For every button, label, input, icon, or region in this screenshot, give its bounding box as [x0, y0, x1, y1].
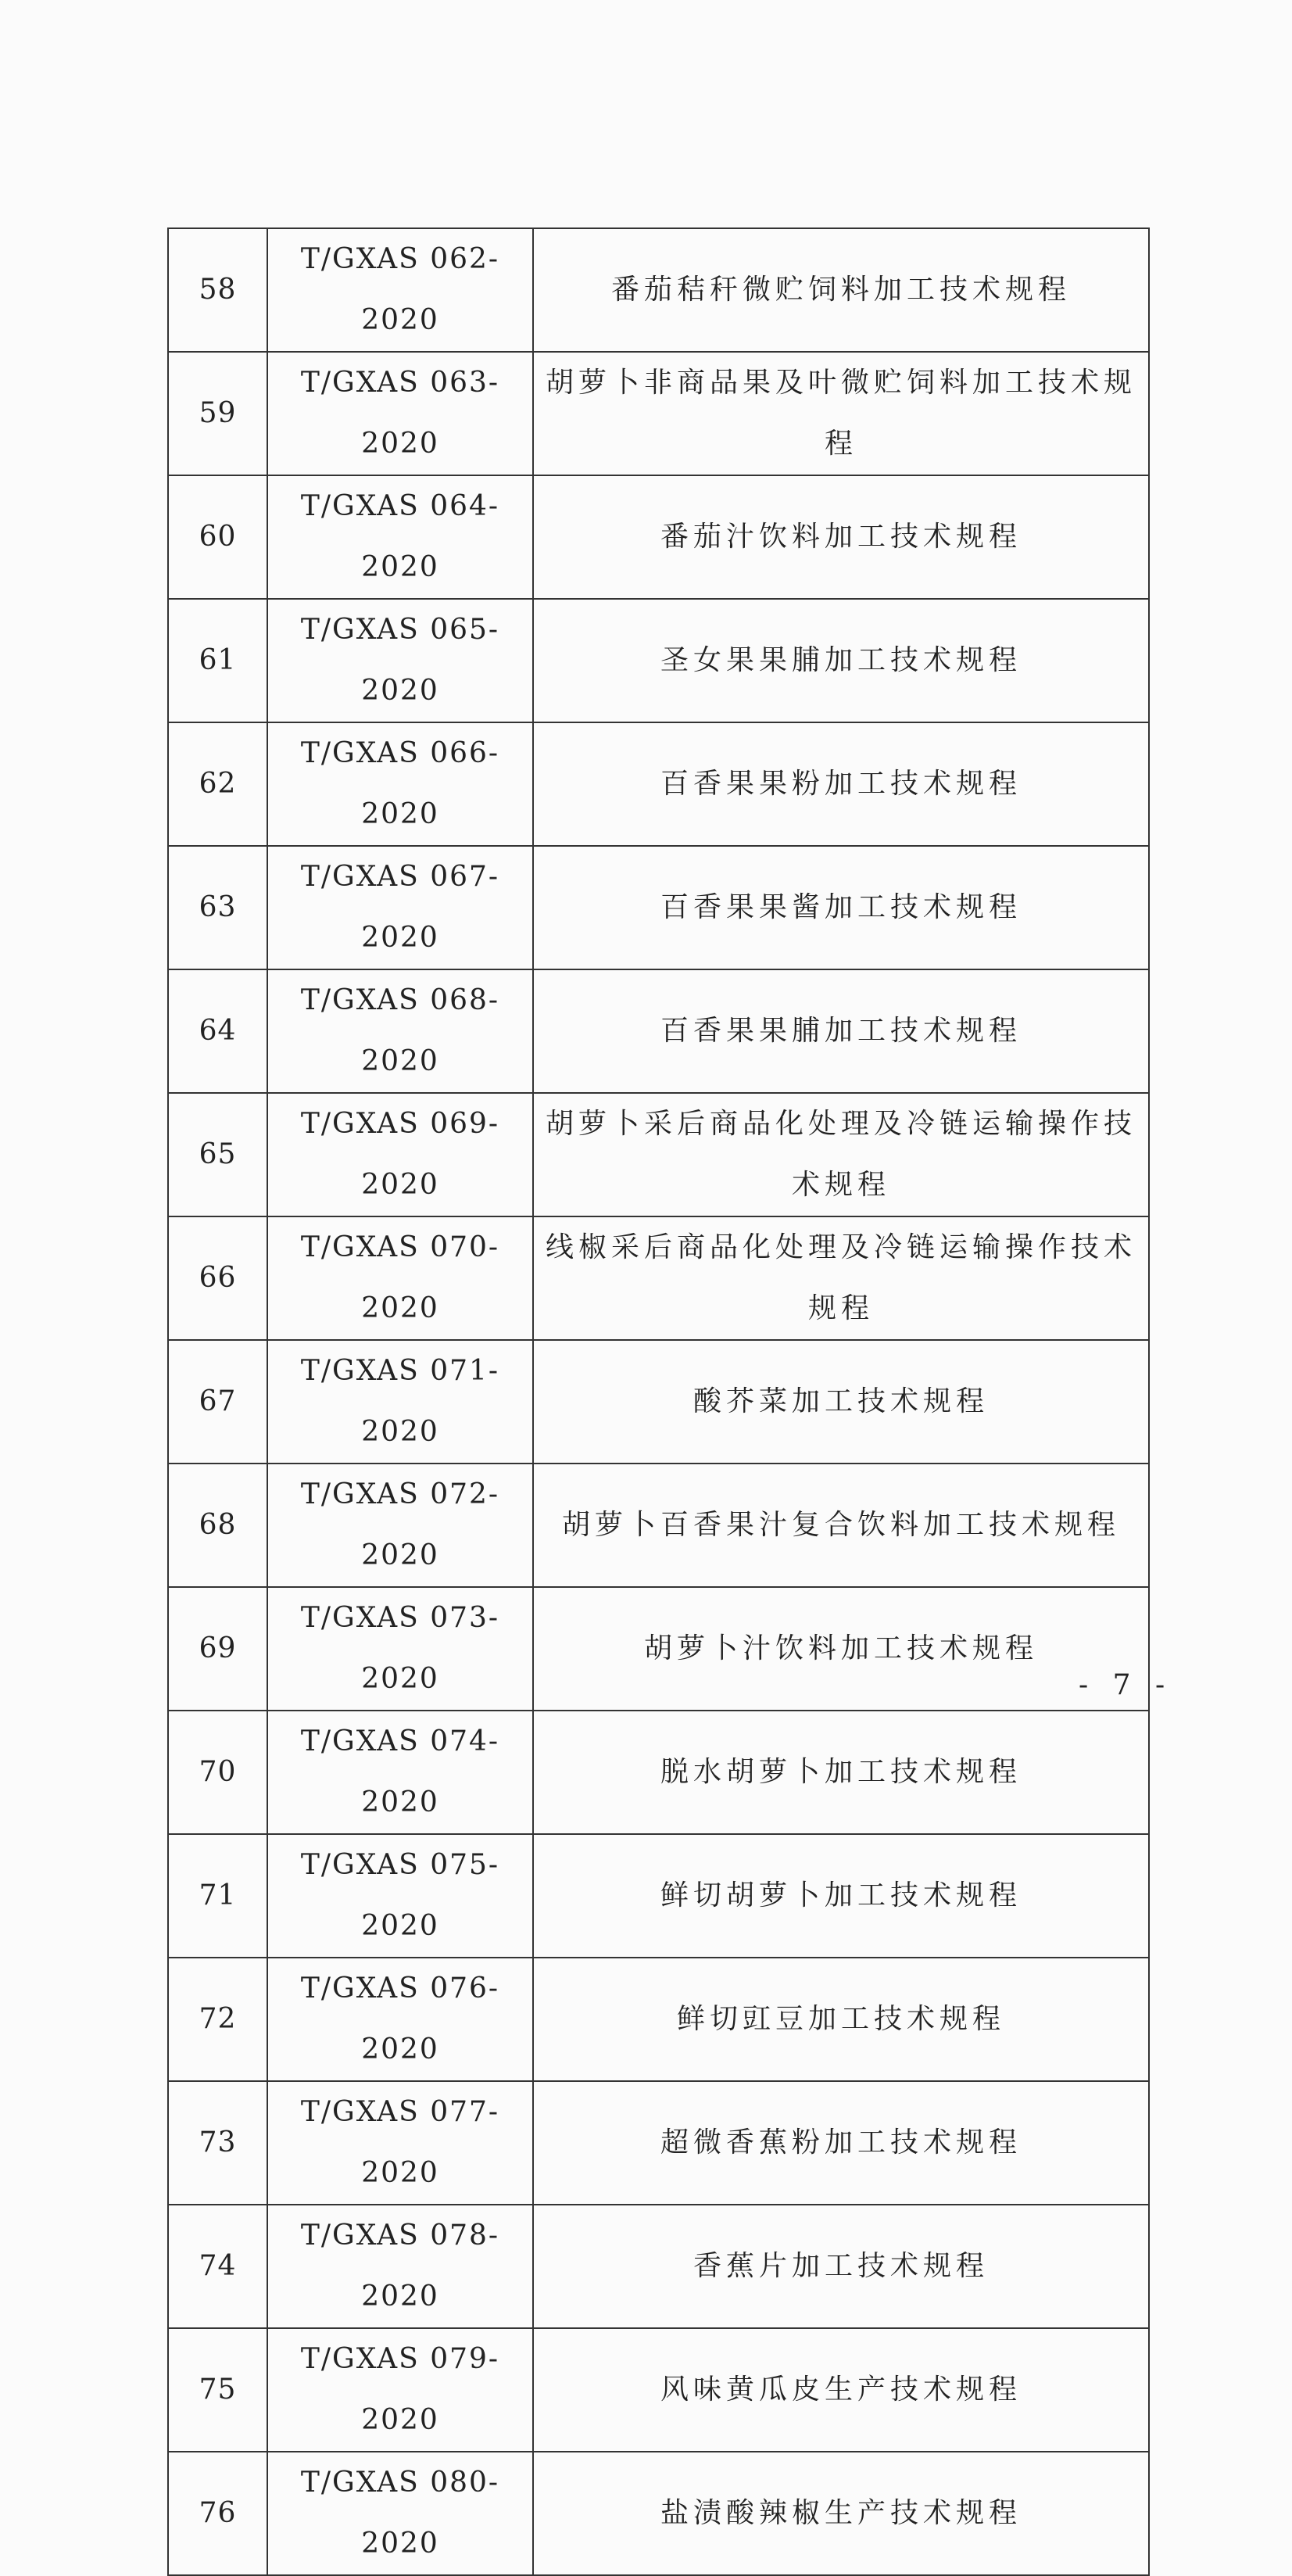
standard-title-text: 百香果果粉加工技术规程 [660, 768, 1022, 800]
row-number-cell: 61 [168, 599, 267, 722]
standard-title-text: 胡萝卜采后商品化处理及冷链运输操作技术规程 [545, 1108, 1136, 1201]
standard-title-cell [533, 228, 1149, 352]
standard-title-cell [533, 2328, 1149, 2452]
row-number-cell: 74 [168, 2205, 267, 2328]
table-row [168, 1340, 1149, 1464]
standard-title-cell [533, 1711, 1149, 1834]
standard-title-cell [533, 2081, 1149, 2205]
standard-title-text: 圣女果果脯加工技术规程 [660, 644, 1022, 676]
standard-code-cell: T/GXAS 064-2020 [267, 475, 533, 599]
standard-title-text: 胡萝卜百香果汁复合饮料加工技术规程 [561, 1509, 1120, 1541]
standard-code-cell: T/GXAS 066-2020 [267, 722, 533, 846]
table-row [168, 1216, 1149, 1340]
standard-title-cell [533, 599, 1149, 722]
row-number-cell: 76 [168, 2452, 267, 2575]
row-number-cell: 64 [168, 969, 267, 1093]
standard-code-cell: T/GXAS 068-2020 [267, 969, 533, 1093]
standard-title-text: 香蕉片加工技术规程 [693, 2250, 989, 2282]
row-number-cell: 62 [168, 722, 267, 846]
standard-title-text: 百香果果脯加工技术规程 [660, 1015, 1022, 1047]
table-row [168, 1958, 1149, 2081]
table-row [168, 2328, 1149, 2452]
standard-title-text: 风味黄瓜皮生产技术规程 [660, 2374, 1022, 2406]
standard-title-text: 胡萝卜汁饮料加工技术规程 [643, 1632, 1038, 1664]
standard-title-text: 线椒采后商品化处理及冷链运输操作技术规程 [545, 1231, 1136, 1324]
table-body [168, 228, 1149, 2575]
table-row [168, 2205, 1149, 2328]
row-number-cell: 69 [168, 1587, 267, 1711]
row-number-cell: 70 [168, 1711, 267, 1834]
table-row [168, 969, 1149, 1093]
standard-code-cell: T/GXAS 065-2020 [267, 599, 533, 722]
row-number-cell: 66 [168, 1216, 267, 1340]
table-row [168, 599, 1149, 722]
standard-title-cell [533, 2452, 1149, 2575]
standards-table [167, 228, 1150, 2576]
row-number-cell: 67 [168, 1340, 267, 1464]
standard-code-cell: T/GXAS 069-2020 [267, 1093, 533, 1216]
standard-code-cell: T/GXAS 070-2020 [267, 1216, 533, 1340]
standard-code-cell: T/GXAS 075-2020 [267, 1834, 533, 1958]
table-row [168, 2081, 1149, 2205]
row-number-cell: 71 [168, 1834, 267, 1958]
table-row [168, 722, 1149, 846]
standard-code-cell: T/GXAS 079-2020 [267, 2328, 533, 2452]
standard-title-text: 胡萝卜非商品果及叶微贮饲料加工技术规程 [545, 367, 1136, 460]
standard-title-cell [533, 1464, 1149, 1587]
standard-title-cell [533, 969, 1149, 1093]
standard-code-cell: T/GXAS 063-2020 [267, 352, 533, 475]
standard-title-cell [533, 2205, 1149, 2328]
standard-title-text: 超微香蕉粉加工技术规程 [660, 2126, 1022, 2159]
standard-code-cell: T/GXAS 071-2020 [267, 1340, 533, 1464]
standard-title-text: 鲜切豇豆加工技术规程 [676, 2003, 1005, 2035]
standard-code-cell: T/GXAS 073-2020 [267, 1587, 533, 1711]
row-number-cell: 65 [168, 1093, 267, 1216]
standard-code-cell: T/GXAS 076-2020 [267, 1958, 533, 2081]
standard-code-cell: T/GXAS 080-2020 [267, 2452, 533, 2575]
standard-code-cell: T/GXAS 074-2020 [267, 1711, 533, 1834]
page-number: - 7 - [1079, 1669, 1173, 1701]
table-row [168, 1834, 1149, 1958]
row-number-cell: 75 [168, 2328, 267, 2452]
standard-title-text: 盐渍酸辣椒生产技术规程 [660, 2497, 1022, 2529]
table-row [168, 1093, 1149, 1216]
table-row [168, 228, 1149, 352]
standard-title-cell [533, 352, 1149, 475]
row-number-cell: 58 [168, 228, 267, 352]
table-row [168, 1587, 1149, 1711]
standard-code-cell: T/GXAS 072-2020 [267, 1464, 533, 1587]
standard-title-text: 鲜切胡萝卜加工技术规程 [660, 1879, 1022, 1911]
standard-code-cell: T/GXAS 078-2020 [267, 2205, 533, 2328]
row-number-cell: 73 [168, 2081, 267, 2205]
standard-title-cell [533, 475, 1149, 599]
standard-title-text: 番茄汁饮料加工技术规程 [660, 521, 1022, 553]
standard-title-cell [533, 1216, 1149, 1340]
table-row [168, 475, 1149, 599]
standard-code-cell: T/GXAS 067-2020 [267, 846, 533, 969]
row-number-cell: 59 [168, 352, 267, 475]
standard-code-cell: T/GXAS 077-2020 [267, 2081, 533, 2205]
standard-title-cell [533, 1093, 1149, 1216]
row-number-cell: 68 [168, 1464, 267, 1587]
row-number-cell: 72 [168, 1958, 267, 2081]
standard-title-cell [533, 722, 1149, 846]
standard-title-cell [533, 1340, 1149, 1464]
standard-title-cell [533, 1834, 1149, 1958]
standard-title-text: 番茄秸秆微贮饲料加工技术规程 [610, 274, 1071, 306]
standard-title-cell [533, 1958, 1149, 2081]
standard-title-cell [533, 1587, 1149, 1711]
standard-code-cell: T/GXAS 062-2020 [267, 228, 533, 352]
standard-title-text: 脱水胡萝卜加工技术规程 [660, 1756, 1022, 1788]
table-row [168, 352, 1149, 475]
standard-title-text: 百香果果酱加工技术规程 [660, 891, 1022, 923]
table-row [168, 1464, 1149, 1587]
table-row [168, 2452, 1149, 2575]
table-row [168, 1711, 1149, 1834]
standard-title-cell [533, 846, 1149, 969]
row-number-cell: 63 [168, 846, 267, 969]
row-number-cell: 60 [168, 475, 267, 599]
table-row [168, 846, 1149, 969]
standard-title-text: 酸芥菜加工技术规程 [693, 1385, 989, 1417]
